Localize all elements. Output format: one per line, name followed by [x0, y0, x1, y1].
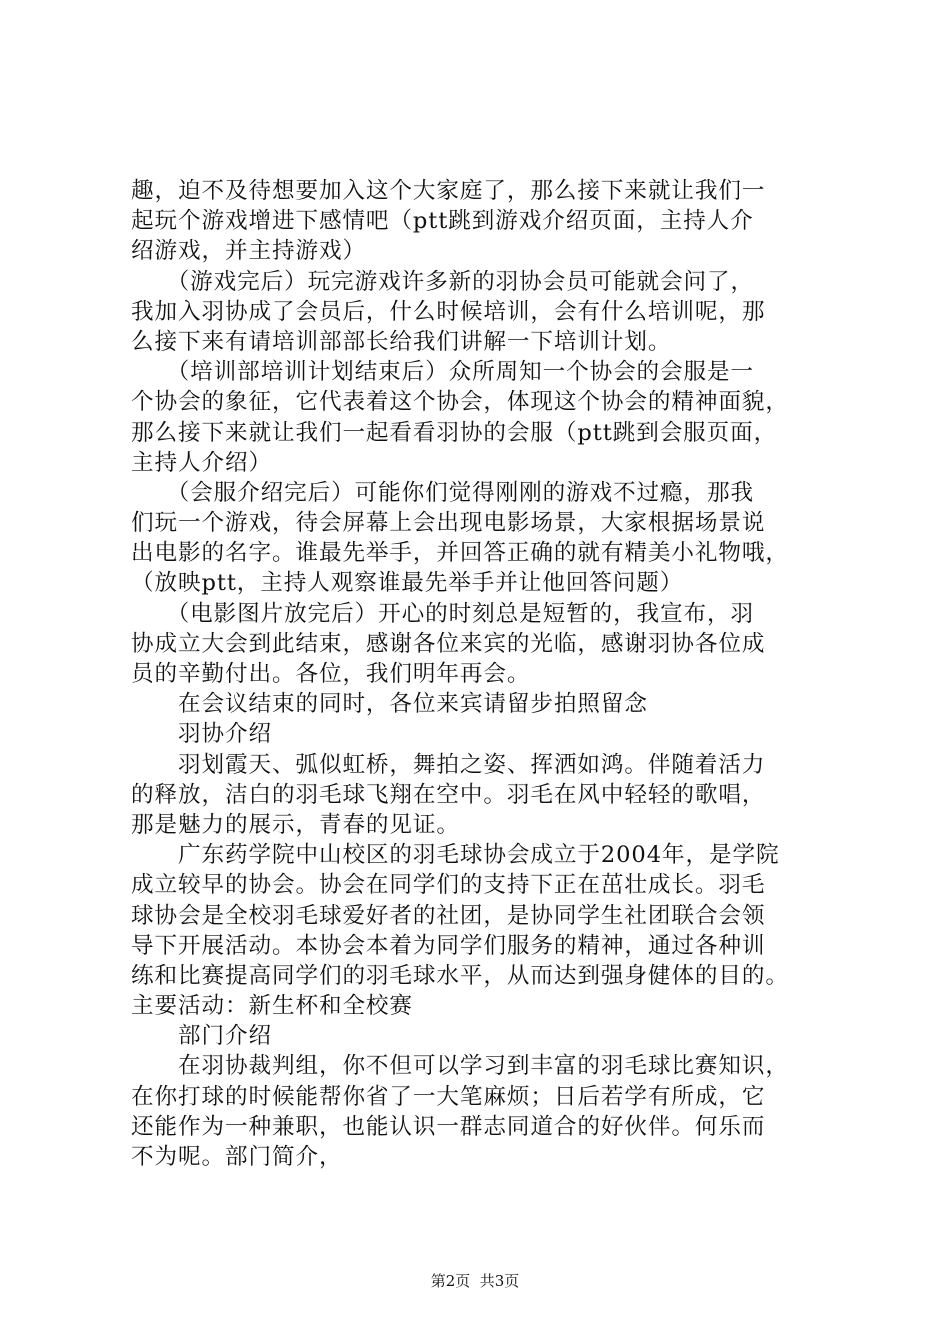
text-line: 协成立大会到此结束，感谢各位来宾的光临，感谢羽协各位成	[131, 630, 766, 657]
text-line: 羽划霞天、弧似虹桥，舞拍之姿、挥洒如鸿。伴随着活力	[131, 751, 766, 778]
text-line: 主持人介绍）	[131, 449, 272, 476]
text-line: 部门介绍	[131, 1023, 272, 1050]
text-line: （会服介绍完后）可能你们觉得刚刚的游戏不过瘾，那我	[131, 479, 755, 506]
text-line: 导下开展活动。本协会本着为同学们服务的精神，通过各种训	[131, 932, 766, 959]
text-line: （放映ptt，主持人观察谁最先举手并让他回答问题）	[131, 570, 684, 597]
text-line: 绍游戏，并主持游戏）	[131, 238, 366, 265]
text-line: 们玩一个游戏，待会屏幕上会出现电影场景，大家根据场景说	[131, 510, 766, 537]
text-line: 在会议结束的同时，各位来宾请留步拍照留念	[131, 691, 648, 718]
text-line: （电影图片放完后）开心的时刻总是短暂的，我宣布，羽	[131, 600, 755, 627]
text-line: 么接下来有请培训部部长给我们讲解一下培训计划。	[131, 328, 672, 355]
text-line: 起玩个游戏增进下感情吧（ptt跳到游戏介绍页面，主持人介	[131, 208, 754, 235]
text-line: 那是魅力的展示，青春的见证。	[131, 811, 460, 838]
document-body	[131, 176, 836, 1172]
page-footer: 第2页 共3页	[430, 1272, 520, 1290]
text-line: 成立较早的协会。协会在同学们的支持下正在茁壮成长。羽毛	[131, 872, 766, 899]
text-line: 我加入羽协成了会员后，什么时候培训，会有什么培训呢，那	[131, 298, 766, 325]
text-line: 趣，迫不及待想要加入这个大家庭了，那么接下来就让我们一	[131, 178, 766, 204]
text-line: 个协会的象征，它代表着这个协会，体现这个协会的精神面貌，	[131, 389, 789, 416]
text-line: 羽协介绍	[131, 721, 272, 748]
text-line: 的释放，洁白的羽毛球飞翔在空中。羽毛在风中轻轻的歌唱，	[131, 781, 766, 808]
text-line: 广东药学院中山校区的羽毛球协会成立于2004年，是学院	[131, 842, 780, 869]
text-line: 练和比赛提高同学们的羽毛球水平，从而达到强身健体的目的。	[131, 962, 789, 989]
text-line: 出电影的名字。谁最先举手，并回答正确的就有精美小礼物哦，	[131, 540, 789, 567]
text-line: 还能作为一种兼职，也能认识一群志同道合的好伙伴。何乐而	[131, 1113, 766, 1140]
text-line: 球协会是全校羽毛球爱好者的社团，是协同学生社团联合会领	[131, 902, 766, 929]
text-line: （培训部培训计划结束后）众所周知一个协会的会服是一	[131, 359, 755, 386]
text-line: 在你打球的时候能帮你省了一大笔麻烦；日后若学有所成，它	[131, 1083, 766, 1110]
text-line: 主要活动：新生杯和全校赛	[131, 993, 413, 1020]
text-line: 在羽协裁判组，你不但可以学习到丰富的羽毛球比赛知识，	[131, 1053, 789, 1080]
text-line: 不为呢。部门简介，	[131, 1144, 343, 1170]
text-line: 员的辛勤付出。各位，我们明年再会。	[131, 661, 531, 687]
text-line: （游戏完后）玩完游戏许多新的羽协会员可能就会问了，	[131, 268, 755, 295]
text-line: 那么接下来就让我们一起看看羽协的会服（ptt跳到会服页面，	[131, 419, 778, 446]
